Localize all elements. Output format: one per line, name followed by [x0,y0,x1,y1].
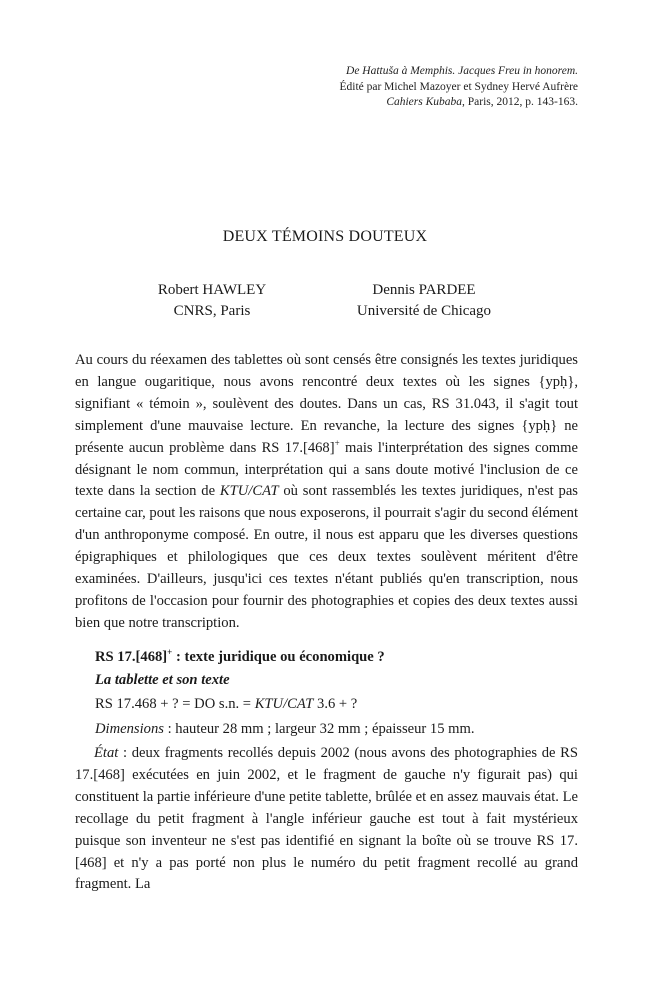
abstract-text-1: Au cours du réexamen des tablettes où sont censés être consignés les textes juridiques en langue ougaritique, nous avons rencontré deux textes où les signes {ypḥ}, signifiant « témoin », soulèvent des doutes. Dans un cas, RS 31.043, il s'agit tout simplement d'une mauvaise lecture. En revanche, la lecture des signes {ypḥ} ne présente aucun problème dans RS 17.[468] [75,352,578,456]
author-1 [102,280,322,322]
section-heading-sup: + [167,647,173,657]
section-heading [95,647,578,667]
tablet-reference-ktu: KTU/CAT [254,696,314,712]
abstract-paragraph [75,350,578,635]
author-2-name: Dennis PARDEE [372,282,476,298]
etat-paragraph [75,743,578,896]
author-1-name: Robert HAWLEY [157,282,267,298]
section-heading-post: : texte juridique ou économique ? [172,649,385,665]
section-heading-pre: RS 17.[468] [95,649,168,665]
tablet-reference-pre: RS 17.468 + ? = DO s.n. = [95,696,255,712]
author-1-affiliation: CNRS, Paris [173,303,251,319]
dimensions-line [95,719,578,739]
dimensions-text: : hauteur 28 mm ; largeur 32 mm ; épaisseur 15 mm. [163,721,475,737]
subsection-heading: La tablette et son texte [95,672,230,688]
etat-label: État [94,745,119,761]
header-series-name: Cahiers Kubaba [386,96,463,108]
header-series [158,95,578,111]
header-volume-title: De Hattuša à Memphis. Jacques Freu in honorem. [346,65,578,77]
tablet-reference-post: 3.6 + ? [313,696,358,712]
article-title: DEUX TÉMOINS DOUTEUX [222,228,428,245]
abstract [75,350,578,635]
publication-header [158,64,578,111]
tablet-reference [95,694,578,714]
abstract-text-3: où sont rassemblés les textes juridiques, n'est pas certaine car, pout les raisons que nous exposerons, il pourrait s'agir du second élément d'un anthroponyme composé. En outre, il nous est apparu que les diverses questions épigraphiques et philologiques que ces deux textes soulèvent méritent d'être examinées. D'ailleurs, jusqu'ici ces textes n'étant publiés qu'en transcription, nous profitons de l'occasion pour fournir des photographies et copies des deux textes aussi bien que notre transcription. [75,483,578,631]
abstract-sup: + [334,437,340,448]
etat-section [75,743,578,896]
abstract-ktu: KTU/CAT [219,483,279,500]
etat-text: : deux fragments recollés depuis 2002 (nous avons des photographies de RS 17.[468] exécutées en juin 2002, et le fragment de gauche n'y figurait pas) qui constituent la partie inférieure d'une petite tablette, brûlée et en assez mauvais état. Le recollage du petit fragment à l'angle inférieur gauche est tout à fait mystérieux puisque son inventeur ne s'est pas identifié en signant la boîte où se trouve RS 17.[468] et n'y a pas porté non plus le numéro du petit fragment recollé au grand fragment. La [75,745,578,893]
abstract-text-2: mais l'interprétation des signes comme désignant le nom commun, interprétation qui a sans doute motivé l'inclusion de ce texte dans la section de [75,439,578,500]
author-2 [314,280,534,322]
author-2-affiliation: Université de Chicago [356,303,492,319]
dimensions-label: Dimensions [95,721,164,737]
header-editors: Édité par Michel Mazoyer et Sydney Hervé Aufrère [339,80,578,93]
header-series-info: , Paris, 2012, p. 143-163. [462,96,578,108]
